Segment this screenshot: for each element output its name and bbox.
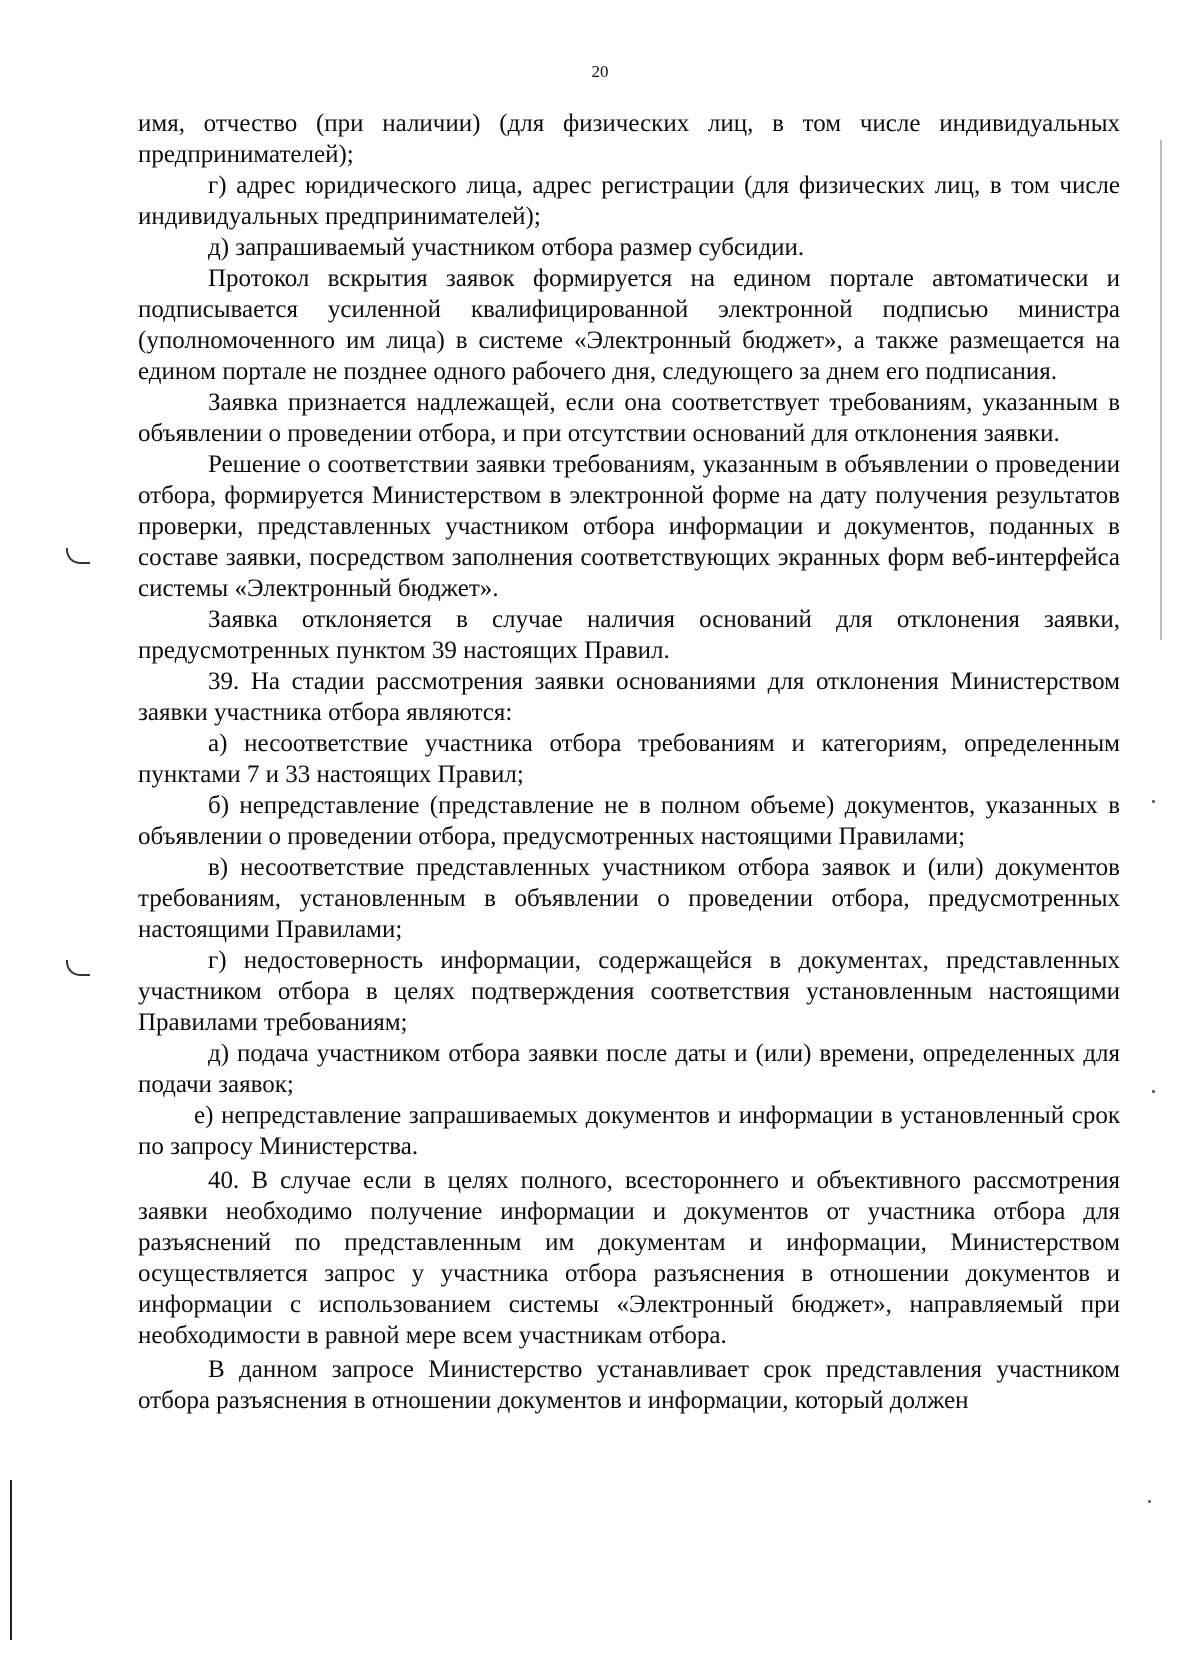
page-number: 20 bbox=[591, 62, 609, 81]
paragraph: Заявка отклоняется в случае наличия оснований для отклонения заявки, предусмотренных пунктом 39 настоящих Правил. bbox=[138, 606, 1120, 664]
scan-artifact-mark bbox=[66, 548, 90, 564]
paragraph: 39. На стадии рассмотрения заявки основаниями для отклонения Министерством заявки участника отбора являются: bbox=[138, 668, 1120, 726]
paragraph: Решение о соответствии заявки требованиям, указанным в объявлении о проведении отбора, формируется Министерством в электронной форме на дату получения результатов проверки, представленных участником отбора информации и документов, поданных в составе заявки, посредством заполнения соответствующих экранных форм веб-интерфейса системы «Электронный бюджет». bbox=[138, 451, 1120, 602]
paragraph: в) несоответствие представленных участником отбора заявок и (или) документов требованиям, установленным в объявлении о проведении отбора, предусмотренных настоящими Правилами; bbox=[138, 854, 1120, 943]
paragraph: Протокол вскрытия заявок формируется на едином портале автоматически и подписывается усиленной квалифицированной электронной подписью министра (уполномоченного им лица) в системе «Электронный бюджет», а также размещается на едином портале не позднее одного рабочего дня, следующего за днем его подписания. bbox=[138, 265, 1120, 385]
document-body bbox=[138, 108, 1120, 1416]
scan-artifact-dot bbox=[1152, 800, 1155, 803]
paragraph: имя, отчество (при наличии) (для физических лиц, в том числе индивидуальных предпринимателей); bbox=[138, 110, 1120, 168]
paragraph: Заявка признается надлежащей, если она соответствует требованиям, указанным в объявлении о проведении отбора, и при отсутствии оснований для отклонения заявки. bbox=[138, 389, 1120, 447]
scan-artifact-edge bbox=[10, 1480, 12, 1640]
paragraph: д) подача участником отбора заявки после даты и (или) времени, определенных для подачи заявок; bbox=[138, 1040, 1120, 1098]
paragraph: В данном запросе Министерство устанавливает срок представления участником отбора разъяснения в отношении документов и информации, который должен bbox=[138, 1356, 1120, 1414]
paragraph: д) запрашиваемый участником отбора размер субсидии. bbox=[208, 234, 805, 261]
scan-artifact-edge bbox=[1160, 140, 1162, 640]
paragraph: г) адрес юридического лица, адрес регистрации (для физических лиц, в том числе индивидуальных предпринимателей); bbox=[138, 172, 1120, 230]
paragraph: а) несоответствие участника отбора требованиям и категориям, определенным пунктами 7 и 33 настоящих Правил; bbox=[138, 730, 1120, 788]
paragraph: е) непредставление запрашиваемых документов и информации в установленный срок по запросу Министерства. bbox=[138, 1102, 1120, 1160]
scan-artifact-dot bbox=[1152, 1090, 1155, 1093]
paragraph: 40. В случае если в целях полного, всестороннего и объективного рассмотрения заявки необходимо получение информации и документов от участника отбора для разъяснений по представленным им документам и информации, Министерством осуществляется запрос у участника отбора разъяснения в отношении документов и информации с использованием системы «Электронный бюджет», направляемый при необходимости в равной мере всем участникам отбора. bbox=[138, 1167, 1120, 1349]
scan-artifact-dot bbox=[1148, 1500, 1151, 1503]
scan-artifact-mark bbox=[66, 960, 90, 976]
paragraph: г) недостоверность информации, содержащейся в документах, представленных участником отбора в целях подтверждения соответствия установленным настоящими Правилами требованиям; bbox=[138, 947, 1120, 1036]
paragraph: б) непредставление (представление не в полном объеме) документов, указанных в объявлении о проведении отбора, предусмотренных настоящими Правилами; bbox=[138, 792, 1120, 850]
